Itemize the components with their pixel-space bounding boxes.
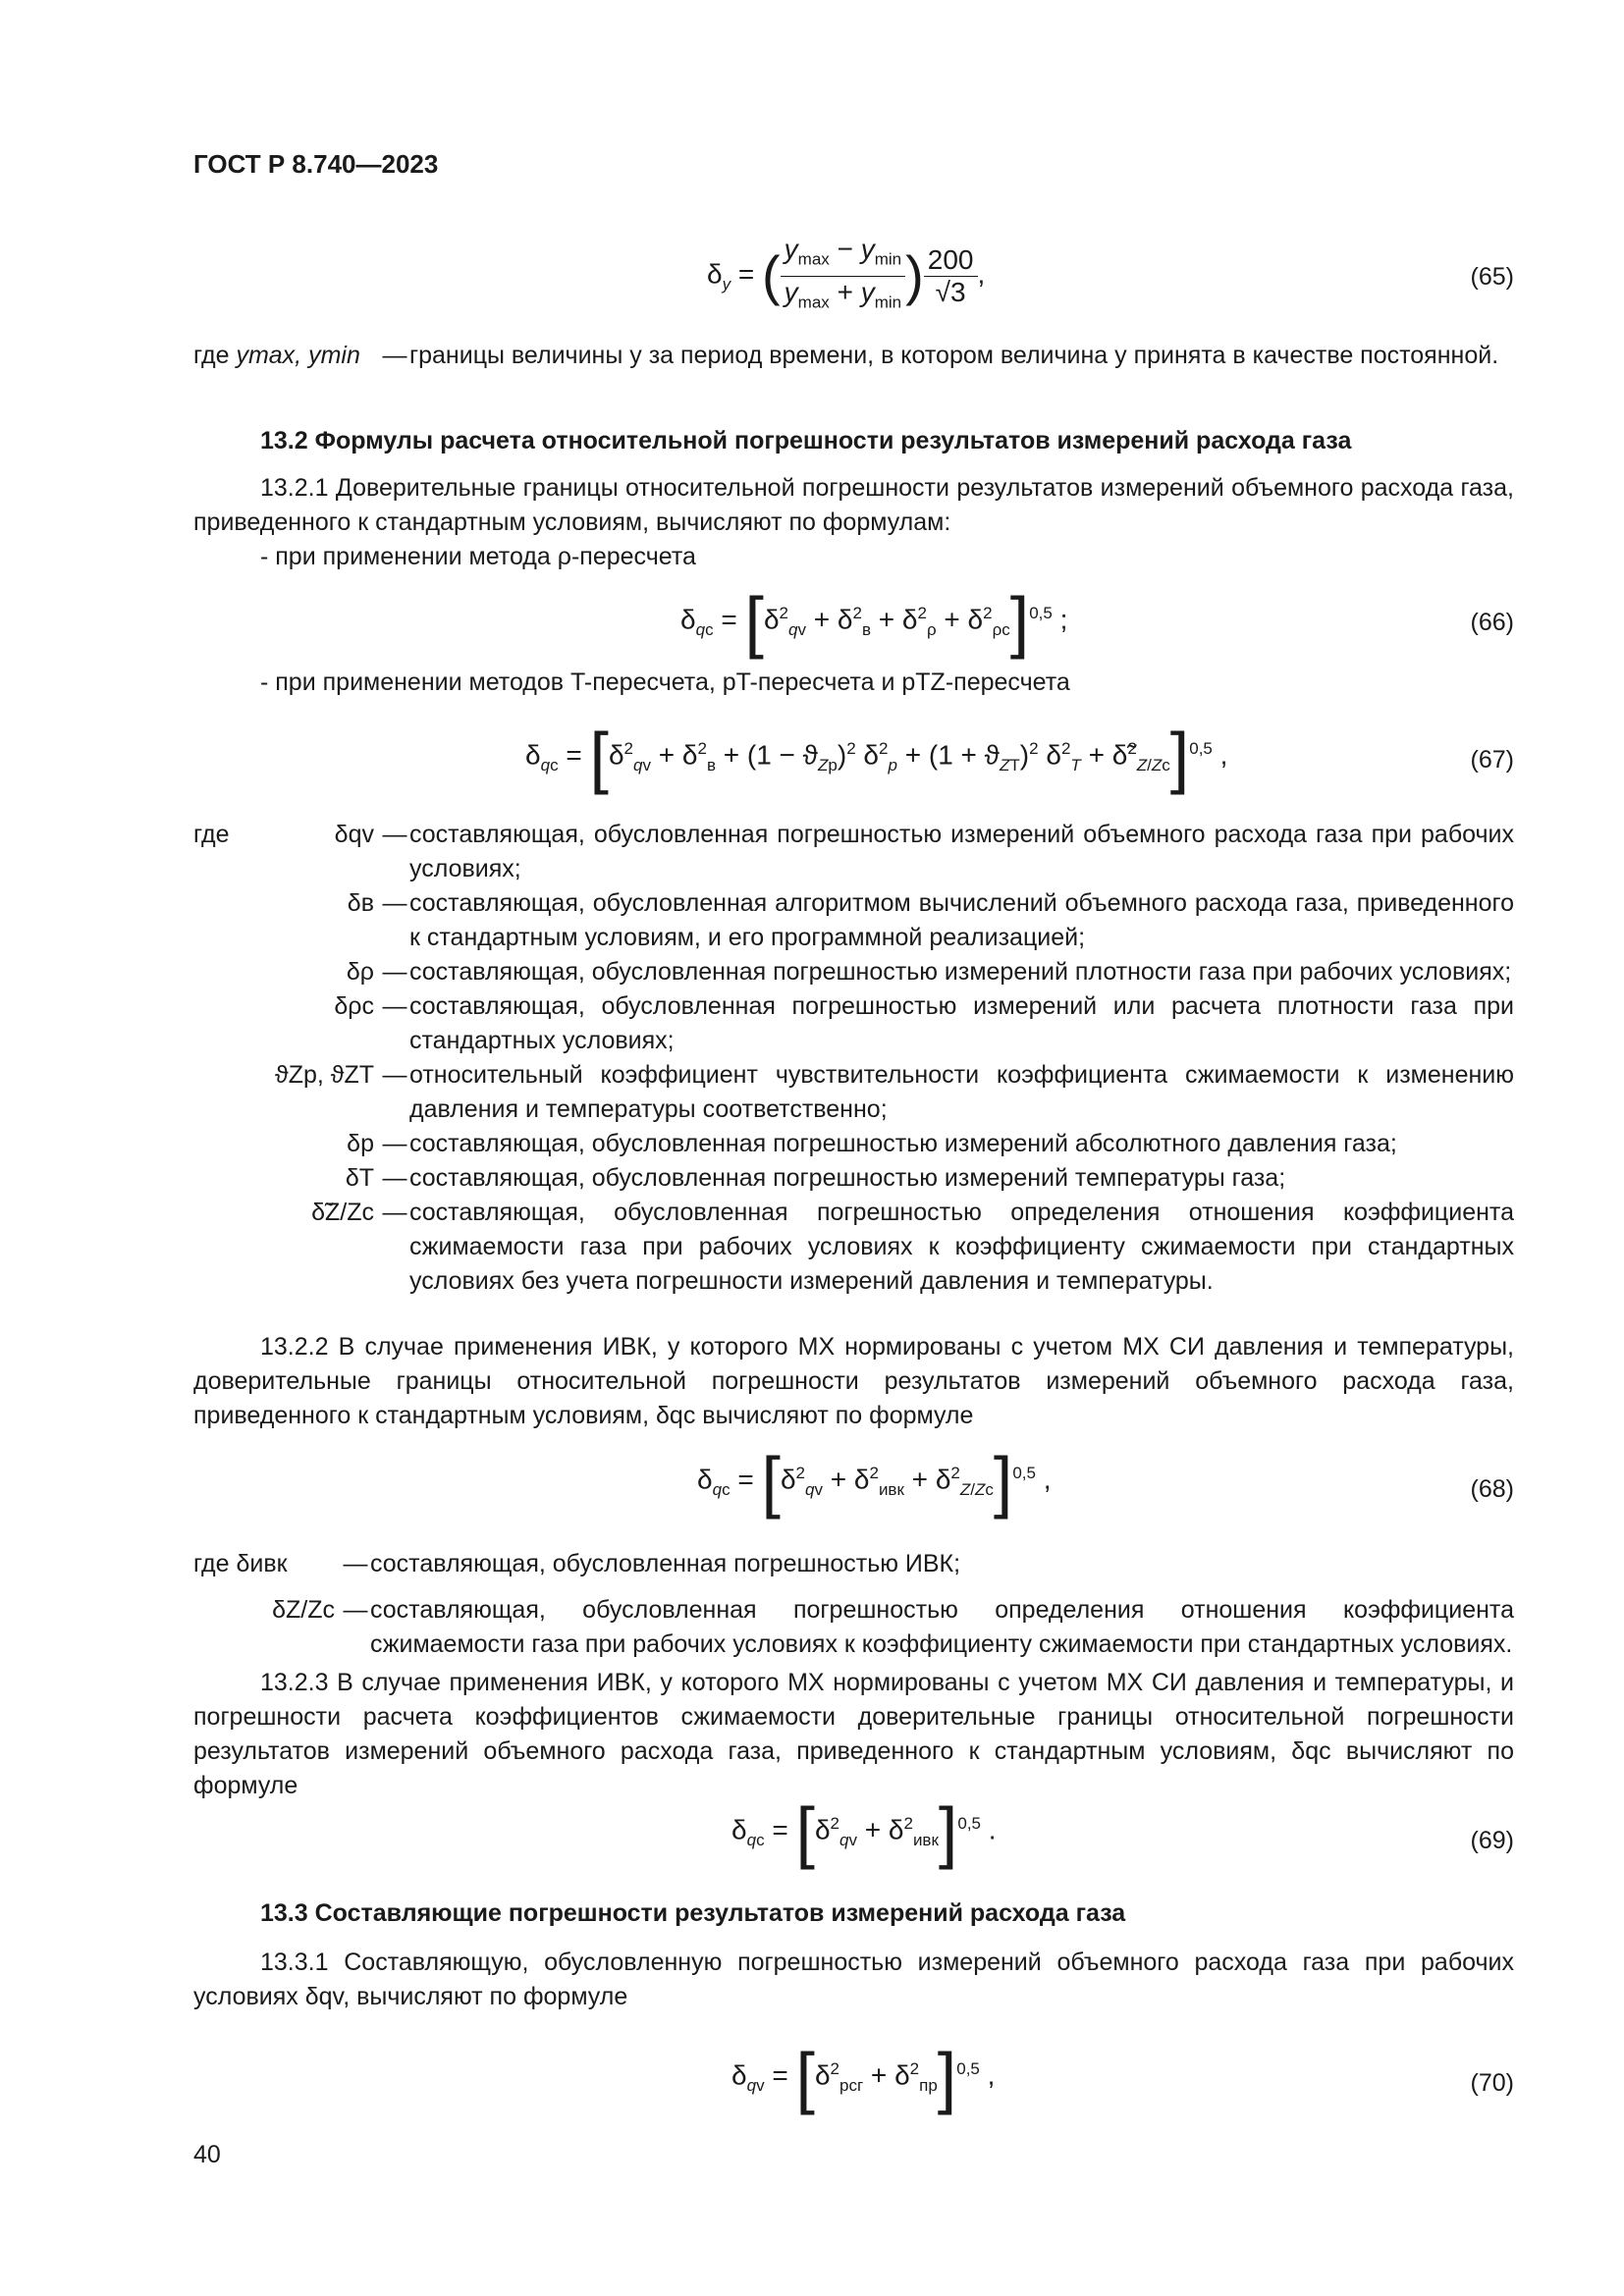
definition-text: составляющая, обусловленная погрешностью измерений абсолютного давления газа; [409, 1130, 1397, 1157]
equation-number-70: (70) [1470, 2069, 1514, 2097]
definition-row [193, 1161, 1514, 1196]
definition-symbol: δ̃Z/Zс [311, 1199, 374, 1226]
definition-dash: — [382, 1199, 407, 1226]
definition-text: составляющая, обусловленная погрешностью ИВК; [370, 1550, 961, 1577]
definition-text: составляющая, обусловленная погрешностью измерений или расчета плотности газа при стандартных условиях; [409, 992, 1514, 1054]
inline-symbol: δqc [656, 1402, 696, 1429]
paragraph-13-3-1: 13.3.1 Составляющую, обусловленную погрешностью измерений объемного расхода газа при рабочих условиях δqv, вычисляют по формуле [193, 1949, 1514, 2010]
equation-number-68: (68) [1470, 1475, 1514, 1503]
definition-row [193, 1196, 1514, 1299]
paragraph-13-2-1: 13.2.1 Доверительные границы относительной погрешности результатов измерений объемного расхода газа, приведенного к стандартным условиям, вычисляют по формулам: [193, 474, 1514, 536]
definition-symbol: δp [347, 1130, 374, 1157]
equation-number-66: (66) [1470, 609, 1514, 636]
page-number: 40 [193, 2141, 221, 2168]
definition-text: относительный коэффициент чувствительности коэффициента сжимаемости к изменению давления и температуры соответственно; [409, 1061, 1514, 1123]
definition-row [193, 818, 1514, 886]
definition-symbol: δρ [346, 958, 374, 986]
definition-dash: — [343, 1550, 368, 1577]
definition-dash: — [382, 1061, 407, 1089]
definition-row [193, 989, 1514, 1058]
equation-66: $\delta_{qс} = [\delta^2_{qv} + \delta^2_в + \delta^2_\rho + \delta^2_{\rho с}]^{0,5}$ ; [680, 582, 1068, 660]
definition-dash: — [382, 958, 407, 986]
definition-symbol: где δивк [193, 1550, 288, 1577]
definition-text: составляющая, обусловленная погрешностью измерений температуры газа; [409, 1164, 1286, 1192]
inline-symbol: δqv [304, 1983, 344, 2010]
definition-symbol: δρс [334, 992, 374, 1020]
list-item-t: - при применении методов T-пересчета, pT-пересчета и pTZ-пересчета [260, 668, 1070, 696]
section-heading-13-2: 13.2 Формулы расчета относительной погрешности результатов измерений расхода газа [260, 427, 1352, 454]
definition-text: границы величины y за период времени, в котором величина y принята в качестве постоянной. [409, 342, 1499, 369]
paragraph-13-2-3: 13.2.3 В случае применения ИВК, у которого МХ нормированы с учетом МХ СИ давления и температуры, и погрешности расчета коэффициентов сжимаемости доверительные границы относительной погрешности результатов измерений объемного расхода газа, приведенного к стандартным условиям, δqc вычисляют по формуле [193, 1669, 1514, 1799]
definition-dash: — [382, 1164, 407, 1192]
definition-symbol: ϑZp, ϑZT [275, 1061, 374, 1089]
inline-symbol: δqc [1291, 1737, 1331, 1765]
definition-symbol: δZ/Zс [272, 1596, 335, 1624]
definition-dash: — [382, 992, 407, 1020]
definition-text: составляющая, обусловленная погрешностью измерений объемного расхода газа при рабочих условиях; [409, 821, 1514, 882]
equation-68: $\delta_{qс} = [\delta^2_{qv} + \delta^2_{ивк} + \delta^2_{Z/Zс}]^{0,5}$ , [697, 1442, 1052, 1520]
definition-dash: — [343, 1596, 368, 1624]
equation-67: $\delta_{qс} = [\delta^2_{qv} + \delta^2_в + (1 - ϑ_{Zp})^2$ $\delta^2_p + (1 + ϑ_{ZT})^2$ $\delta^2_T$ + δ̃$^2_{Z/Zс}$]$^{0,5}$ , [525, 718, 1228, 795]
equation-number-67: (67) [1470, 746, 1514, 774]
definition-text: составляющая, обусловленная погрешностью определения отношения коэффициента сжимаемости газа при рабочих условиях к коэффициенту сжимаемости при стандартных условиях. [370, 1596, 1514, 1658]
definition-row [193, 339, 1514, 373]
definition-row [193, 1058, 1514, 1127]
definition-symbol: где ymax, ymin [193, 342, 360, 369]
equation-69: $\delta_{qс} = [\delta^2_{qv} + \delta^2_{ивк}]^{0,5}$ . [731, 1792, 997, 1870]
definition-list-13-2-2 [193, 1547, 1514, 1662]
definition-row [193, 1593, 1514, 1662]
definition-dash: — [382, 821, 407, 848]
definition-symbol: где δqv [193, 821, 374, 848]
definition-dash: — [382, 889, 407, 917]
definition-dash: — [382, 342, 407, 369]
equation-number-65: (65) [1470, 263, 1514, 291]
definition-row [193, 886, 1514, 955]
definition-list-13-2-1 [193, 818, 1514, 1299]
paragraph-13-2-2: 13.2.2 В случае применения ИВК, у которого МХ нормированы с учетом МХ СИ давления и температуры, доверительные границы относительной погрешности результатов измерений объемного расхода газа, приведенного к стандартным условиям, δqc вычисляют по формуле [193, 1333, 1514, 1429]
equation-number-69: (69) [1470, 1827, 1514, 1854]
document-header: ГОСТ Р 8.740—2023 [193, 149, 439, 179]
equation-70: $\delta_{qv} = [\delta^2_{рсг} + \delta^2_{пр}]^{0,5}$ , [731, 2038, 996, 2115]
definition-text: составляющая, обусловленная алгоритмом вычислений объемного расхода газа, приведенного к стандартным условиям, и его программной реализацией; [409, 889, 1514, 951]
definition-list-65 [193, 339, 1514, 373]
definition-row [193, 1127, 1514, 1161]
definition-text: составляющая, обусловленная погрешностью измерений плотности газа при рабочих условиях; [409, 958, 1512, 986]
definition-text: составляющая, обусловленная погрешностью определения отношения коэффициента сжимаемости газа при рабочих условиях к коэффициенту сжимаемости при стандартных условиях без учета погрешности измерений давления и температуры. [409, 1199, 1514, 1295]
list-item-rho: - при применении метода ρ-пересчета [260, 543, 696, 570]
definition-row [193, 1547, 1514, 1581]
definition-dash: — [382, 1130, 407, 1157]
definition-row [193, 955, 1514, 989]
equation-65: $\delta_y$ = ( $\frac{y_{max} - y_{min}}{y_{max} + y_{min}}$ ) $\frac{200}{√3}$ , [707, 234, 986, 312]
section-heading-13-3: 13.3 Составляющие погрешности результатов измерений расхода газа [260, 1899, 1126, 1927]
definition-symbol: δT [345, 1164, 374, 1192]
definition-symbol: δв [347, 889, 374, 917]
